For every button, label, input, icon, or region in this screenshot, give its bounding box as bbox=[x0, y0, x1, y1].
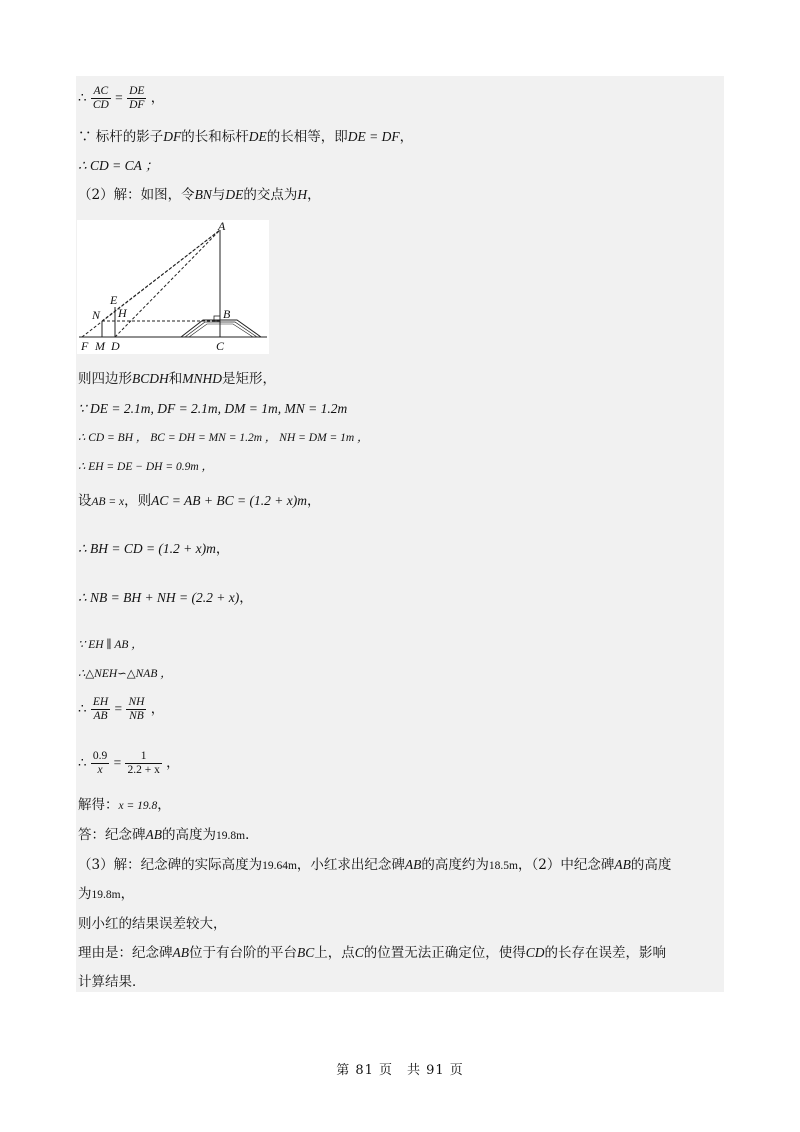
label-n: N bbox=[92, 308, 101, 322]
parallel-statement: ∵ EH ∥ AB ， bbox=[78, 639, 143, 651]
label-a: A bbox=[218, 220, 226, 233]
page-footer: 第 81 页 共 91 页 bbox=[336, 1063, 464, 1078]
label-m: M bbox=[95, 339, 105, 353]
part2-intro: （2）解：如图，令BN与DE的交点为H， bbox=[78, 187, 321, 203]
reason-line: 理由是：纪念碑AB位于有台阶的平台BC上，点C的位置无法正确定位，使得CD的长存在误差，影响 bbox=[78, 945, 667, 961]
ratio-line-1: ∴ $\frac{AC}{CD}$ = $\frac{DE}{DF}$ ， bbox=[78, 85, 165, 111]
set-ab-x: 设AB = x，则AC = AB + BC = (1.2 + x)m， bbox=[78, 493, 321, 509]
solution-panel bbox=[76, 76, 724, 992]
label-c: C bbox=[216, 339, 225, 353]
cd-equals-ca: ∴ CD = CA ； bbox=[78, 158, 159, 173]
eh-value: ∴ EH = DE − DH = 0.9m ， bbox=[78, 461, 214, 473]
given-lengths: ∵ DE = 2.1m, DF = 2.1m, DM = 1m, MN = 1.2m bbox=[78, 401, 348, 416]
monument-diagram bbox=[77, 220, 269, 354]
part3-line-2: 为19.8m， bbox=[78, 886, 135, 902]
rectangles-statement: 则四边形BCDH和MNHD是矩形， bbox=[78, 371, 276, 387]
label-d: D bbox=[111, 339, 120, 353]
ratio-line-2: ∴ $\frac{EH}{AB}$ = $\frac{NH}{NB}$ ， bbox=[78, 696, 165, 722]
ratio-line-3: ∴ $\frac{0.9}{x}$ = $\frac{1}{2.2 + x}$ ， bbox=[78, 750, 180, 776]
reason-line-2: 计算结果． bbox=[78, 974, 146, 990]
error-conclusion: 则小红的结果误差较大， bbox=[78, 916, 227, 932]
geometry-figure bbox=[77, 220, 269, 354]
part3-line: （3）解：纪念碑的实际高度为19.64m，小红求出纪念碑AB的高度约为18.5m，（2）中纪念碑AB的高度 bbox=[78, 857, 672, 873]
bh-expression: ∴ BH = CD = (1.2 + x)m， bbox=[78, 541, 230, 557]
label-e: E bbox=[110, 293, 118, 307]
label-b: B bbox=[223, 307, 231, 321]
similar-triangles: ∴△NEH∽△NAB ， bbox=[78, 668, 172, 680]
equal-lengths: ∴ CD = BH ， BC = DH = MN = 1.2m ， NH = DM = 1m ， bbox=[78, 432, 369, 444]
solve-result: 解得：x = 19.8， bbox=[78, 797, 171, 813]
shadow-statement: ∵ 标杆的影子DF的长和标杆DE的长相等，即DE = DF， bbox=[78, 129, 414, 145]
nb-expression: ∴ NB = BH + NH = (2.2 + x)， bbox=[78, 590, 253, 606]
label-h: H bbox=[118, 306, 127, 320]
answer-line: 答：纪念碑AB的高度为19.8m． bbox=[78, 827, 259, 843]
label-f: F bbox=[81, 339, 89, 353]
